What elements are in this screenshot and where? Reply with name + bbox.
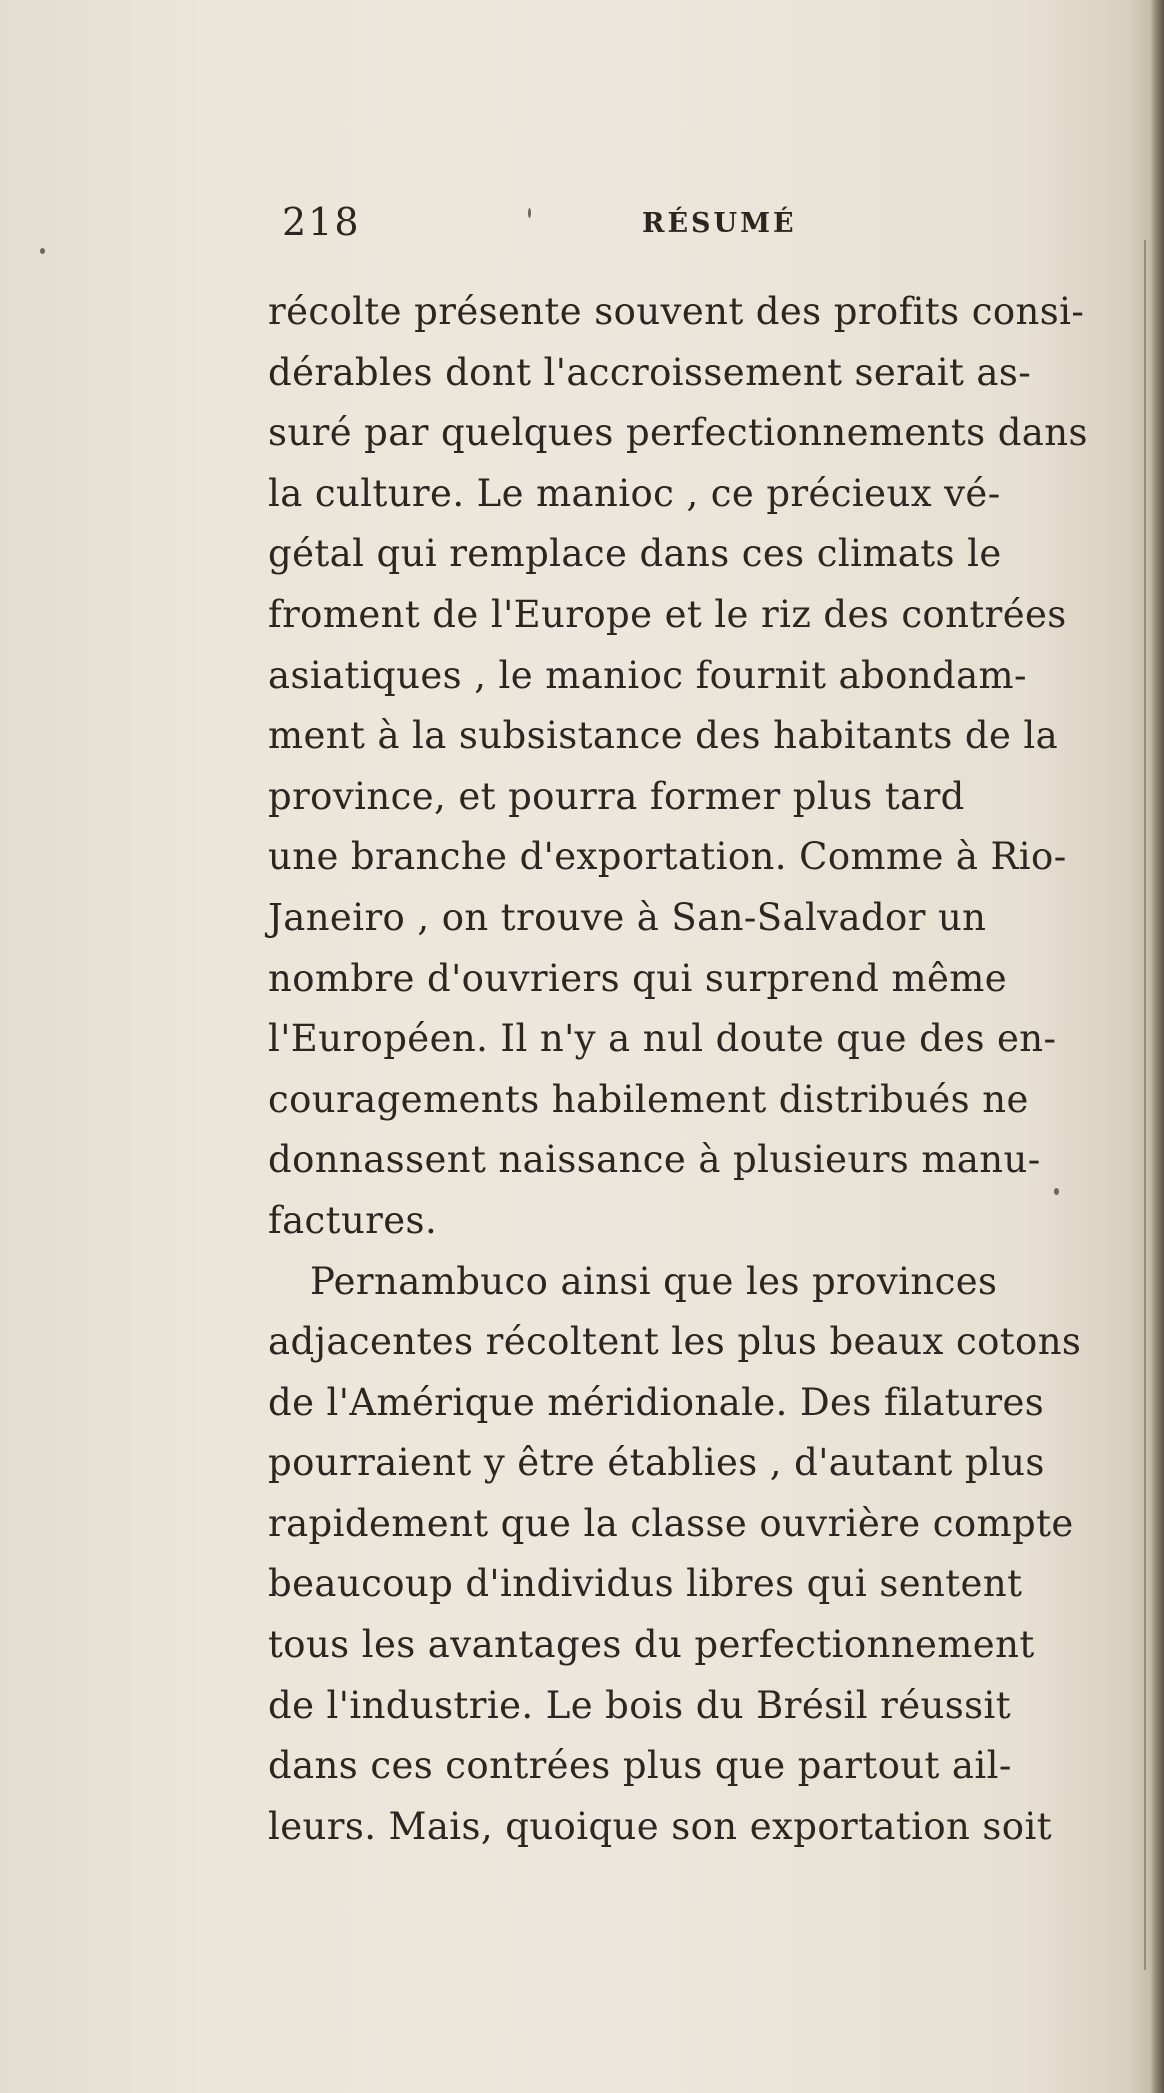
text-line: province, et pourra former plus tard <box>268 774 965 818</box>
text-line: dans ces contrées plus que partout ail- <box>268 1744 1012 1788</box>
body-text <box>268 282 1148 1857</box>
text-line: la culture. Le manioc , ce précieux vé- <box>268 471 1001 515</box>
page-number: 218 <box>282 200 361 244</box>
text-line: asiatiques , le manioc fournit abondam- <box>268 653 1027 697</box>
text-line: factures. <box>268 1198 438 1242</box>
page-header <box>282 200 842 252</box>
text-line: l'Européen. Il n'y a nul doute que des en- <box>268 1017 1057 1061</box>
text-line: récolte présente souvent des profits consi- <box>268 290 1085 333</box>
text-line: beaucoup d'individus libres qui sentent <box>268 1562 1023 1606</box>
text-line: rapidement que la classe ouvrière compte <box>268 1501 1074 1545</box>
text-line: leurs. Mais, quoique son exportation soit <box>268 1804 1052 1848</box>
text-line: une branche d'exportation. Comme à Rio- <box>268 835 1067 879</box>
text-line: froment de l'Europe et le riz des contrées <box>268 592 1067 636</box>
ink-speck <box>40 248 45 254</box>
paragraph-start-line: Pernambuco ainsi que les provinces <box>310 1259 998 1303</box>
text-line: donnassent naissance à plusieurs manu- <box>268 1138 1041 1182</box>
text-line: couragements habilement distribués ne <box>268 1077 1029 1121</box>
text-line: nombre d'ouvriers qui surprend même <box>268 956 1008 1000</box>
text-line: suré par quelques perfectionnements dans <box>268 411 1088 455</box>
text-line: de l'Amérique méridionale. Des filatures <box>268 1380 1045 1424</box>
text-line: ment à la subsistance des habitants de la <box>268 714 1059 758</box>
text-line: tous les avantages du perfectionnement <box>268 1623 1035 1667</box>
text-line: Janeiro , on trouve à San-Salvador un <box>268 895 987 939</box>
text-line: adjacentes récoltent les plus beaux cotons <box>268 1320 1082 1364</box>
text-line: dérables dont l'accroissement serait as- <box>268 350 1032 394</box>
page-edge-shadow <box>1150 0 1164 2093</box>
running-head: RÉSUMÉ <box>642 208 797 239</box>
text-line: gétal qui remplace dans ces climats le <box>268 532 1002 576</box>
text-line: de l'industrie. Le bois du Brésil réussit <box>268 1683 1012 1727</box>
text-line: pourraient y être établies , d'autant plus <box>268 1441 1045 1485</box>
